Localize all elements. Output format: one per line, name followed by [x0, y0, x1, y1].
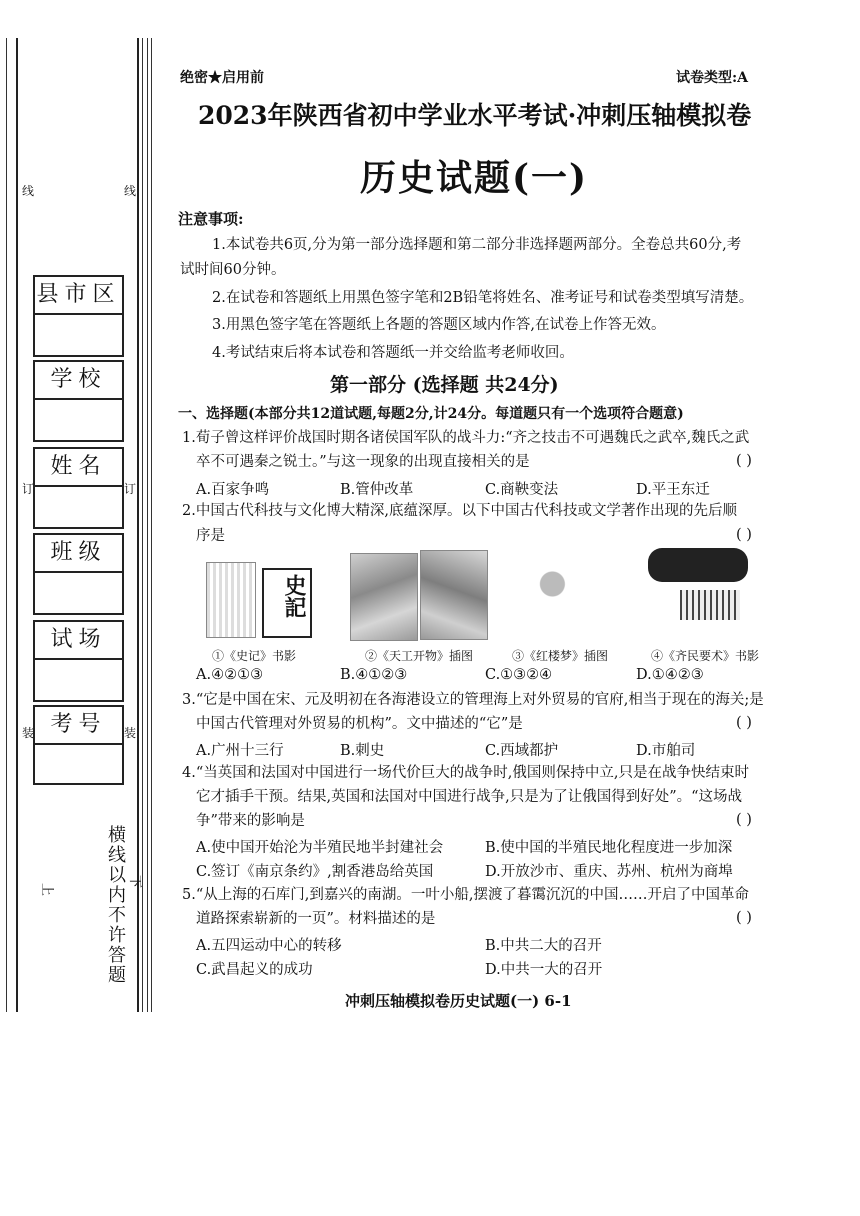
page-title: 2023年陕西省初中学业水平考试·冲刺压轴模拟卷: [198, 101, 752, 130]
binding-rule: [147, 38, 148, 1012]
caption-4: ④《齐民要术》书影: [651, 649, 760, 663]
paper-type: 试卷类型:A: [676, 70, 749, 86]
field-label: 学校: [35, 362, 122, 400]
up-mark: 上: [39, 882, 55, 897]
field-blank[interactable]: [35, 487, 122, 527]
field-label: 考号: [35, 707, 122, 745]
shiji-cover-title: 史記: [281, 574, 307, 618]
cut-mark-ding: 订: [22, 482, 35, 496]
notice-item: 3.用黑色签字笔在答题纸上各题的答题区域内作答,在试卷上作答无效。: [212, 317, 666, 333]
answer-bracket: ( ): [736, 812, 752, 828]
binding-rule: [151, 38, 152, 1012]
notice-item: 1.本试卷共6页,分为第一部分选择题和第二部分非选择题两部分。全卷总共60分,考: [212, 237, 742, 253]
notice-item: 2.在试卷和答题纸上用黑色签字笔和2B铅笔将姓名、准考证号和试卷类型填写清楚。: [212, 290, 754, 306]
field-school[interactable]: [33, 360, 124, 442]
field-blank[interactable]: [35, 315, 122, 355]
field-exam-number[interactable]: [33, 705, 124, 785]
option-d[interactable]: D.①④②③: [636, 667, 704, 683]
down-mark: 下: [127, 874, 143, 889]
option-c[interactable]: C.西域都护: [485, 743, 559, 759]
question-line: 2.中国古代科技与文化博大精深,底蕴深厚。以下中国古代科技或文学著作出现的先后顺: [182, 503, 737, 519]
option-d[interactable]: D.平王东迁: [636, 482, 710, 498]
notice-item: 试时间60分钟。: [180, 262, 286, 278]
option-b[interactable]: B.刺史: [340, 743, 385, 759]
section-instruction: 一、选择题(本部分共12道试题,每题2分,计24分。每道题只有一个选项符合题意): [178, 406, 684, 422]
option-c[interactable]: C.①③②④: [485, 667, 553, 683]
option-a[interactable]: A.广州十三行: [196, 743, 284, 759]
hongloumeng-illustration: [522, 548, 598, 638]
field-label: 县市区: [35, 277, 122, 315]
no-answer-warning: 横线以内不许答题: [105, 825, 126, 985]
question-line: 它才插手干预。结果,英国和法国对中国进行战争,只是为了让俄国得到好处”。“这场战: [196, 789, 743, 805]
option-c[interactable]: C.武昌起义的成功: [196, 962, 313, 978]
field-exam-room[interactable]: [33, 620, 124, 702]
question-line: 序是: [196, 528, 225, 544]
cut-mark-xian: 线: [124, 184, 137, 198]
option-c[interactable]: C.签订《南京条约》,割香港岛给英国: [196, 864, 434, 880]
binding-rule: [6, 38, 7, 1012]
field-label: 班级: [35, 535, 122, 573]
notice-item: 4.考试结束后将本试卷和答题纸一并交给监考老师收回。: [212, 345, 574, 361]
page-footer: 冲刺压轴模拟卷历史试题(一) 6-1: [345, 992, 572, 1010]
question-line: 中国古代管理对外贸易的机构”。文中描述的“它”是: [196, 716, 523, 732]
binding-rule: [16, 38, 18, 1012]
option-d[interactable]: D.开放沙市、重庆、苏州、杭州为商埠: [485, 864, 733, 880]
question-line: 卒不可遇秦之锐士。”与这一现象的出现直接相关的是: [196, 454, 530, 470]
cut-mark-xian: 线: [22, 184, 35, 198]
field-blank[interactable]: [35, 660, 122, 700]
option-d[interactable]: D.中共一大的召开: [485, 962, 603, 978]
option-a[interactable]: A.使中国开始沦为半殖民地半封建社会: [196, 840, 444, 856]
tiangong-illustration-right: [420, 550, 488, 640]
answer-bracket: ( ): [736, 715, 752, 731]
cut-mark-ding: 订: [124, 482, 137, 496]
cut-mark-zhuang: 装: [22, 726, 35, 740]
tiangong-illustration-left: [350, 553, 418, 641]
caption-1: ①《史记》书影: [212, 649, 297, 663]
page-subtitle: 历史试题(一): [360, 157, 589, 199]
question-line: 争”带来的影响是: [196, 813, 305, 829]
question-line: 5.“从上海的石库门,到嘉兴的南湖。一叶小船,摆渡了暮霭沉沉的中国……开启了中国革命: [182, 887, 749, 903]
option-b[interactable]: B.使中国的半殖民地化程度进一步加深: [485, 840, 733, 856]
shiji-cover-image: [262, 568, 312, 638]
question-line: 3.“它是中国在宋、元及明初在各海港设立的管理海上对外贸易的官府,相当于现在的海关;是: [182, 692, 764, 708]
caption-2: ②《天工开物》插图: [365, 649, 474, 663]
section-heading: 第一部分 (选择题 共24分): [330, 374, 559, 396]
question-line: 1.荀子曾这样评价战国时期各诸侯国军队的战斗力:“齐之技击不可遇魏氏之武卒,魏氏之武: [182, 430, 750, 446]
field-blank[interactable]: [35, 745, 122, 783]
answer-bracket: ( ): [736, 453, 752, 469]
binding-rule: [142, 38, 143, 1012]
binding-rule: [137, 38, 139, 1012]
option-d[interactable]: D.市舶司: [636, 743, 696, 759]
secret-label: 绝密★启用前: [180, 70, 264, 86]
field-label: 试场: [35, 622, 122, 660]
cut-mark-zhuang: 装: [124, 726, 137, 740]
caption-3: ③《红楼梦》插图: [512, 649, 609, 663]
option-a[interactable]: A.④②①③: [196, 667, 264, 683]
notice-heading: 注意事项:: [178, 210, 244, 228]
option-c[interactable]: C.商鞅变法: [485, 482, 559, 498]
field-name[interactable]: [33, 447, 124, 529]
question-line: 道路探索崭新的一页”。材料描述的是: [196, 911, 436, 927]
option-b[interactable]: B.④①②③: [340, 667, 408, 683]
field-label: 姓名: [35, 449, 122, 487]
field-blank[interactable]: [35, 400, 122, 440]
option-b[interactable]: B.管仲改革: [340, 482, 414, 498]
option-a[interactable]: A.百家争鸣: [196, 482, 270, 498]
qiminyaoshu-page: [680, 590, 740, 620]
field-class[interactable]: [33, 533, 124, 615]
option-b[interactable]: B.中共二大的召开: [485, 938, 602, 954]
answer-bracket: ( ): [736, 527, 752, 543]
qiminyaoshu-book-stack: [648, 548, 748, 582]
answer-bracket: ( ): [736, 910, 752, 926]
question-line: 4.“当英国和法国对中国进行一场代价巨大的战争时,俄国则保持中立,只是在战争快结束时: [182, 765, 749, 781]
option-a[interactable]: A.五四运动中心的转移: [196, 938, 342, 954]
field-blank[interactable]: [35, 573, 122, 613]
shiji-page-image: [206, 562, 256, 638]
field-county[interactable]: [33, 275, 124, 357]
